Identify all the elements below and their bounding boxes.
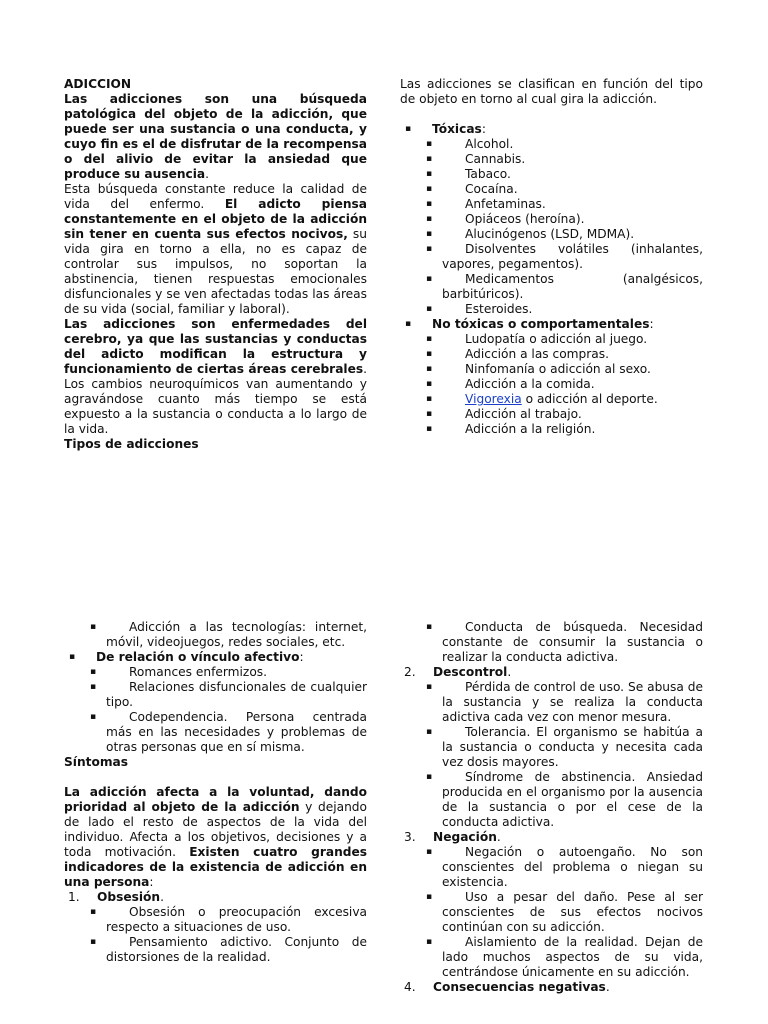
list-item: ▪ Esteroides. xyxy=(426,302,533,316)
square-bullet-icon: ▪ xyxy=(90,622,97,632)
list-item: ▪ Pérdida de control de uso. Se abusa de la sustancia y se realiza la conducta adictiva cada vez con menor mesura. xyxy=(426,680,703,724)
list-item: ▪ Anfetaminas. xyxy=(426,197,546,211)
list-item: ▪ Adicción a la religión. xyxy=(426,422,596,436)
left-column-top xyxy=(64,77,367,452)
list-item: ▪ Cannabis. xyxy=(426,152,526,166)
square-bullet-icon: ▪ xyxy=(426,364,433,374)
indicators-list-4 xyxy=(400,980,703,995)
square-bullet-icon: ▪ xyxy=(426,892,433,902)
square-bullet-icon: ▪ xyxy=(405,124,412,134)
square-bullet-icon: ▪ xyxy=(90,712,97,722)
doc-title: ADICCION xyxy=(64,77,132,91)
square-bullet-icon: ▪ xyxy=(426,334,433,344)
list-item: ▪ Codependencia. Persona centrada más en las necesidades y problemas de otras personas que en sí misma. xyxy=(90,710,367,754)
list-item: ▪ Adicción al trabajo. xyxy=(426,407,582,421)
square-bullet-icon: ▪ xyxy=(69,652,76,662)
square-bullet-icon: ▪ xyxy=(426,424,433,434)
indicators-list-3 xyxy=(400,830,703,845)
square-bullet-icon: ▪ xyxy=(426,214,433,224)
toxicas-list xyxy=(400,137,703,317)
square-bullet-icon: ▪ xyxy=(426,937,433,947)
definition-paragraph: Las adicciones son una búsqueda patológica del objeto de la adicción, que puede ser una sustancia o una conducta, y cuyo fin es el de disfrutar de la recompensa o del alivio de evitar la ansiedad que produce su ausencia. xyxy=(64,92,367,181)
list-item: ▪ Síndrome de abstinencia. Ansiedad producida en el organismo por la ausencia de la sustancia o por el cese de la conducta adictiva. xyxy=(426,770,703,829)
list-item: ▪ Pensamiento adictivo. Conjunto de distorsiones de la realidad. xyxy=(90,935,367,964)
relacion-heading-list xyxy=(64,650,367,665)
list-item: ▪ Adicción a las compras. xyxy=(426,347,609,361)
list-item: ▪ Romances enfermizos. xyxy=(90,665,268,679)
square-bullet-icon: ▪ xyxy=(426,394,433,404)
indicators-list-2 xyxy=(400,665,703,680)
square-bullet-icon: ▪ xyxy=(90,682,97,692)
square-bullet-icon: ▪ xyxy=(90,667,97,677)
list-item-relacion: ▪ De relación o vínculo afectivo: xyxy=(69,650,304,664)
tecnologias-list xyxy=(64,620,367,650)
indicator-descontrol: 2. Descontrol. xyxy=(404,665,512,679)
types-list-2 xyxy=(400,317,703,332)
square-bullet-icon: ▪ xyxy=(426,139,433,149)
list-item: ▪ Aislamiento de la realidad. Dejan de lado muchos aspectos de su vida, centrándose únicamente en su adicción. xyxy=(426,935,703,979)
square-bullet-icon: ▪ xyxy=(426,409,433,419)
square-bullet-icon: ▪ xyxy=(90,907,97,917)
square-bullet-icon: ▪ xyxy=(426,274,433,284)
list-item: ▪ Uso a pesar del daño. Pese al ser conscientes de sus efectos nocivos continúan con su adicción. xyxy=(426,890,703,934)
indicators-list-1 xyxy=(64,890,367,905)
list-item: ▪ Obsesión o preocupación excesiva respecto a situaciones de uso. xyxy=(90,905,367,934)
square-bullet-icon: ▪ xyxy=(426,622,433,632)
list-item: ▪ Medicamentos (analgésicos, barbitúricos). xyxy=(426,272,703,301)
indicator-negacion: 3. Negación. xyxy=(404,830,501,844)
negacion-list xyxy=(400,845,703,980)
list-item: ▪ Vigorexia o adicción al deporte. xyxy=(426,392,658,406)
list-item: ▪ Relaciones disfuncionales de cualquier tipo. xyxy=(90,680,367,709)
list-item: ▪ Tolerancia. El organismo se habitúa a la sustancia o conducta y necesita cada vez dosis mayores. xyxy=(426,725,703,769)
square-bullet-icon: ▪ xyxy=(426,727,433,737)
square-bullet-icon: ▪ xyxy=(426,304,433,314)
list-item: ▪ Negación o autoengaño. No son conscientes del problema o niegan su existencia. xyxy=(426,845,703,889)
square-bullet-icon: ▪ xyxy=(426,169,433,179)
effects-paragraph: Esta búsqueda constante reduce la calidad de vida del enfermo. El adicto piensa constantemente en el objeto de la adicción sin tener en cuenta sus efectos nocivos, su vida gira en torno a ella, no es capaz de controlar sus impulsos, no soportan la abstinencia, tienen respuestas emocionales disfuncionales y se ven afectadas todas las áreas de su vida (social, familiar y laboral). xyxy=(64,182,368,316)
square-bullet-icon: ▪ xyxy=(426,847,433,857)
square-bullet-icon: ▪ xyxy=(426,349,433,359)
section-heading-tipos: Tipos de adicciones xyxy=(64,437,199,451)
right-column-bottom xyxy=(400,620,703,995)
list-item: ▪ Adicción a las tecnologías: internet, móvil, videojuegos, redes sociales, etc. xyxy=(90,620,367,649)
indicator-consecuencias: 4. Consecuencias negativas. xyxy=(404,980,610,994)
list-item: ▪ Alucinógenos (LSD, MDMA). xyxy=(426,227,635,241)
descontrol-list xyxy=(400,680,703,830)
types-list xyxy=(400,122,703,137)
obsesion-list xyxy=(64,905,367,965)
square-bullet-icon: ▪ xyxy=(426,199,433,209)
list-item: ▪ Adicción a la comida. xyxy=(426,377,595,391)
square-bullet-icon: ▪ xyxy=(426,772,433,782)
list-item: ▪ Ludopatía o adicción al juego. xyxy=(426,332,648,346)
list-item-toxicas: ▪ Tóxicas: xyxy=(405,122,486,136)
indicator-obsesion: 1. Obsesión. xyxy=(68,890,164,904)
square-bullet-icon: ▪ xyxy=(426,244,433,254)
list-item: ▪ Ninfomanía o adicción al sexo. xyxy=(426,362,651,376)
relacion-list xyxy=(64,665,367,755)
square-bullet-icon: ▪ xyxy=(405,319,412,329)
list-item: ▪ Alcohol. xyxy=(426,137,514,151)
right-column-top xyxy=(400,77,703,437)
square-bullet-icon: ▪ xyxy=(426,682,433,692)
square-bullet-icon: ▪ xyxy=(426,154,433,164)
no-toxicas-list xyxy=(400,332,703,437)
classification-intro: Las adicciones se clasifican en función del tipo de objeto en torno al cual gira la adicción. xyxy=(400,77,703,106)
brain-paragraph: Las adicciones son enfermedades del cerebro, ya que las sustancias y conductas del adicto modifican la estructura y funcionamiento de ciertas áreas cerebrales. Los cambios neuroquímicos van aumentando y agravándose cuanto más tiempo se está expuesto a la sustancia o conducta a lo largo de la vida. xyxy=(64,317,367,436)
section-heading-sintomas: Síntomas xyxy=(64,755,129,769)
square-bullet-icon: ▪ xyxy=(426,229,433,239)
list-item: ▪ Opiáceos (heroína). xyxy=(426,212,585,226)
list-item: ▪ Conducta de búsqueda. Necesidad constante de consumir la sustancia o realizar la conducta adictiva. xyxy=(426,620,703,664)
left-column-bottom xyxy=(64,620,367,965)
square-bullet-icon: ▪ xyxy=(426,184,433,194)
sintomas-paragraph: La adicción afecta a la voluntad, dando prioridad al objeto de la adicción y dejando de lado el resto de aspectos de la vida del individuo. Afecta a los objetivos, decisiones y a toda motivación. Existen cuatro grandes indicadores de la existencia de adicción en una persona: xyxy=(64,785,368,889)
list-item: ▪ Cocaína. xyxy=(426,182,518,196)
busqueda-list xyxy=(400,620,703,665)
list-item: ▪ Disolventes volátiles (inhalantes, vapores, pegamentos). xyxy=(426,242,703,271)
list-item-no-toxicas: ▪ No tóxicas o comportamentales: xyxy=(405,317,654,331)
vigorexia-link[interactable]: Vigorexia xyxy=(465,392,522,406)
square-bullet-icon: ▪ xyxy=(426,379,433,389)
square-bullet-icon: ▪ xyxy=(90,937,97,947)
list-item: ▪ Tabaco. xyxy=(426,167,511,181)
